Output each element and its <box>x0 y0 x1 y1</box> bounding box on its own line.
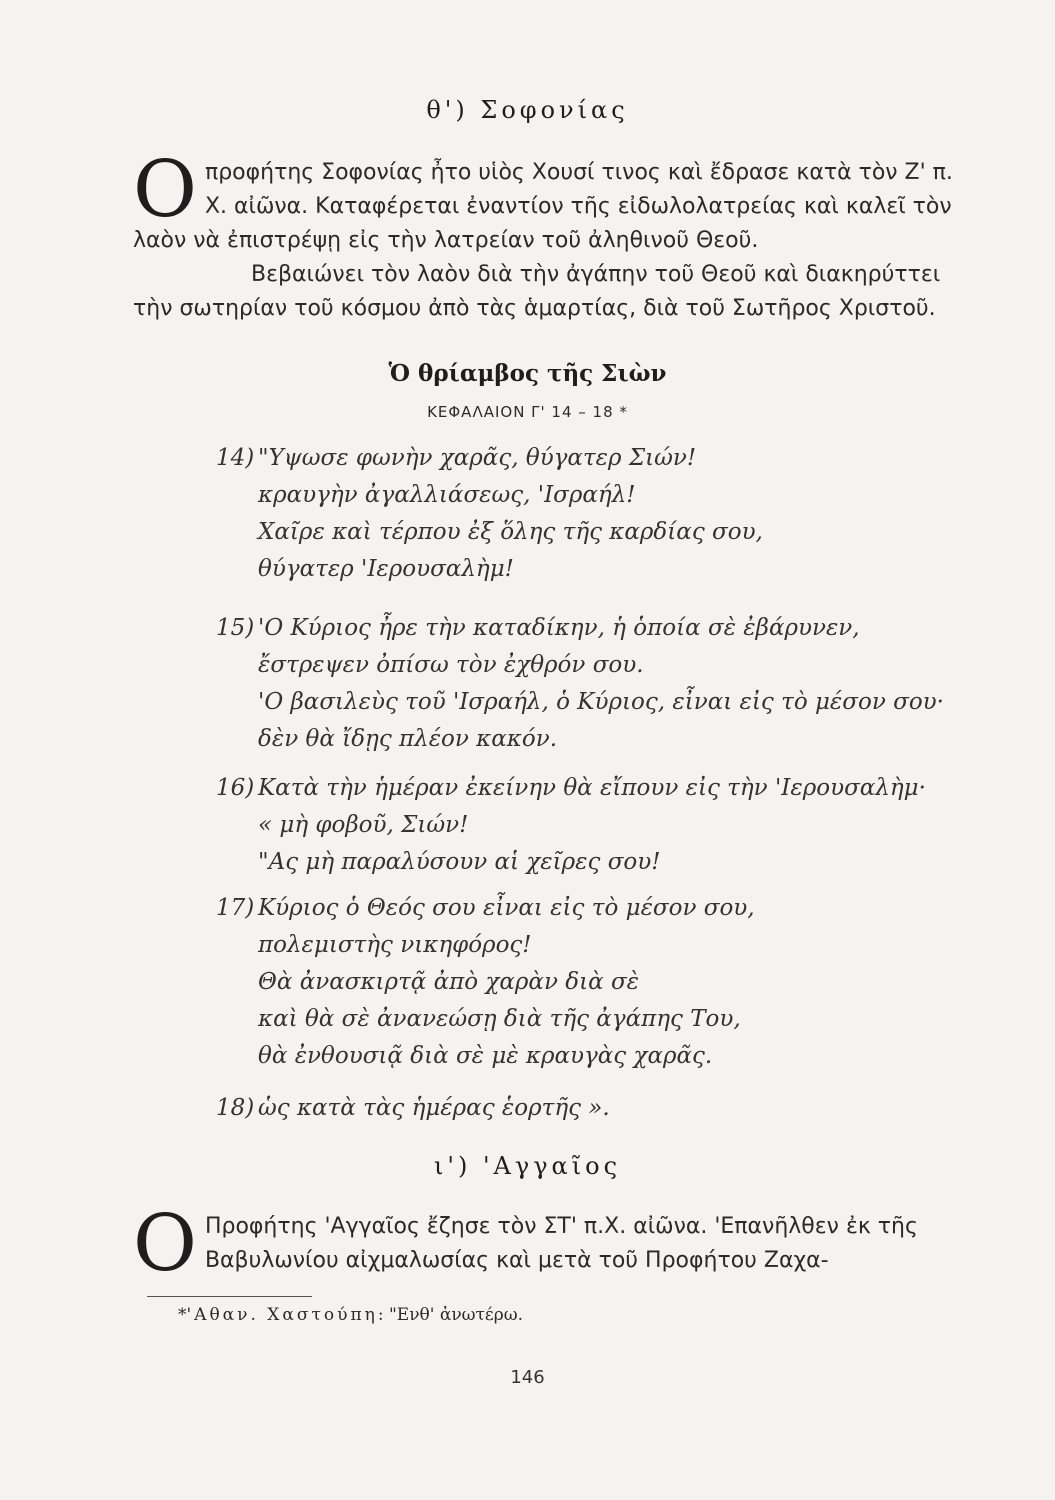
verse-line: Χαῖρε καὶ τέρπου ἐξ ὅλης τῆς καρδίας σου, <box>258 519 763 545</box>
verse-line: « μὴ φοβοῦ, Σιών! <box>258 812 469 838</box>
verse-15 <box>216 610 944 758</box>
verse-18 <box>216 1090 610 1127</box>
intro-paragraph-sofonias <box>133 145 963 258</box>
footnote-author: 'Αθαν. Χαστούπη <box>186 1305 378 1325</box>
section-title-aggaios: ι') 'Αγγαῖος <box>433 1152 622 1180</box>
verse-line: δὲν θὰ ἴδῃς πλέον κακόν. <box>258 726 558 752</box>
verse-line: 'Ο βασιλεὺς τοῦ 'Ισραήλ, ὁ Κύριος, εἶναι εἰς τὸ μέσον σου· <box>258 689 944 715</box>
verse-line: Κύριος ὁ Θεός σου εἶναι εἰς τὸ μέσον σου, <box>258 895 755 921</box>
verse-17 <box>216 890 755 1075</box>
intro-text: προφήτης Σοφονίας ἦτο υἱὸς Χουσί τινος καὶ ἔδρασε κατὰ τὸν Ζ' π. Χ. αἰῶνα. Καταφέρεται ἐναντίον τῆς εἰδωλολατρείας καὶ καλεῖ τὸν λαὸν νὰ ἐπιστρέψῃ εἰς τὴν λατρείαν τοῦ ἀληθινοῦ Θεοῦ. <box>133 160 953 253</box>
verse-number: 16) <box>216 775 255 801</box>
verse-line: ὡς κατὰ τὰς ἡμέρας ἑορτῆς ». <box>258 1095 610 1121</box>
verse-number: 15) <box>216 615 255 641</box>
verse-line: ἔστρεψεν ὀπίσω τὸν ἐχθρόν σου. <box>258 652 644 678</box>
verse-line: "Ας μὴ παραλύσουν αἱ χεῖρες σου! <box>258 849 661 875</box>
verse-line: Κατὰ τὴν ἡμέραν ἐκείνην θὰ εἴπουν εἰς τὴν 'Ιερουσαλὴμ· <box>258 775 926 801</box>
verse-line: 'Ο Κύριος ἦρε τὴν καταδίκην, ἡ ὁποία σὲ ἐβάρυνεν, <box>258 615 860 641</box>
hymn-title: Ὁ θρίαμβος τῆς Σιὼν <box>388 360 667 387</box>
section-title-sofonias: θ') Σοφονίας <box>426 96 629 124</box>
verse-line: κραυγὴν ἀγαλλιάσεως, 'Ισραήλ! <box>258 482 636 508</box>
verse-16 <box>216 770 926 881</box>
footnote-divider <box>147 1296 312 1297</box>
verse-line: θὰ ἐνθουσιᾷ διὰ σὲ μὲ κραυγὰς χαρᾶς. <box>258 1043 713 1069</box>
footnote-marker: * <box>178 1305 187 1325</box>
chapter-reference: ΚΕΦΑΛΑΙΟΝ Γ' 14 – 18 * <box>427 403 628 421</box>
drop-cap-letter: Ο <box>133 1199 197 1289</box>
verse-number: 14) <box>216 445 255 471</box>
verse-line: πολεμιστὴς νικηφόρος! <box>258 932 532 958</box>
verse-line: θύγατερ 'Ιερουσαλὴμ! <box>258 556 514 582</box>
intro-text: Προφήτης 'Αγγαῖος ἔζησε τὸν ΣΤ' π.Χ. αἰῶνα. 'Επανῆλθεν ἐκ τῆς Βαβυλωνίου αἰχμαλωσίας καὶ μετὰ τοῦ Προφήτου Ζαχα- <box>204 1214 918 1273</box>
drop-cap-letter: Ο <box>133 145 197 235</box>
footnote-text: : "Ενθ' ἀνωτέρω. <box>377 1305 523 1325</box>
second-paragraph-sofonias: Βεβαιώνει τὸν λαὸν διὰ τὴν ἀγάπην τοῦ Θεοῦ καὶ διακηρύττει τὴν σωτηρίαν τοῦ κόσμου ἀπὸ τὰς ἁμαρτίας, διὰ τοῦ Σωτῆρος Χριστοῦ. <box>133 262 941 321</box>
intro-paragraph-aggaios <box>133 1199 963 1289</box>
verse-line: "Υψωσε φωνὴν χαρᾶς, θύγατερ Σιών! <box>258 445 697 471</box>
footnote <box>178 1305 523 1325</box>
page-number: 146 <box>510 1367 545 1388</box>
verse-number: 17) <box>216 895 255 921</box>
verse-14 <box>216 440 763 588</box>
verse-line: καὶ θὰ σὲ ἀνανεώσῃ διὰ τῆς ἀγάπης Του, <box>258 1006 741 1032</box>
verse-number: 18) <box>216 1095 255 1121</box>
verse-line: Θὰ ἀνασκιρτᾷ ἀπὸ χαρὰν διὰ σὲ <box>258 969 640 995</box>
